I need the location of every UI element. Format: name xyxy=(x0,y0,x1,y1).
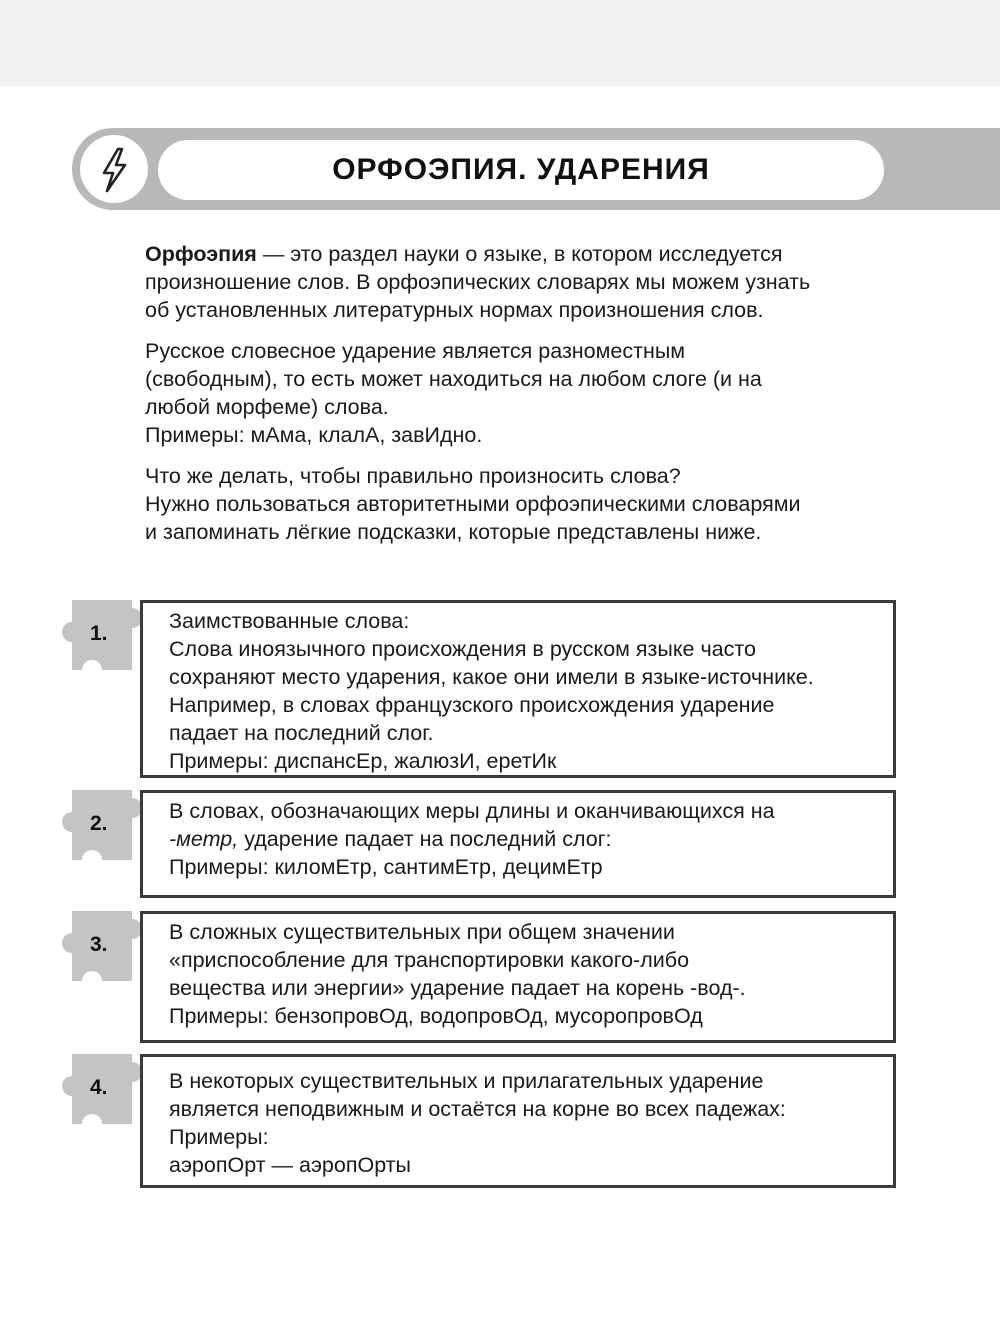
intro-paragraph-3 xyxy=(145,462,925,546)
intro-p2-line2: (свободным), то есть может находиться на любом слоге (и на xyxy=(145,367,762,391)
intro-p2-line1: Русское словесное ударение является разноместным xyxy=(145,339,686,363)
intro-p2-line3: любой морфеме) слова. xyxy=(145,395,389,419)
rule-line: аэропОрт — аэропОрты xyxy=(169,1153,411,1177)
rule-number: 4. xyxy=(90,1076,108,1099)
rule-box xyxy=(140,790,896,898)
rule-line: Примеры: киломЕтр, сантимЕтр, децимЕтр xyxy=(169,855,603,879)
rule-line: Примеры: xyxy=(169,1125,269,1149)
rule-line: Слова иноязычного происхождения в русском языке часто xyxy=(169,637,756,661)
intro-p3-line2: Нужно пользоваться авторитетными орфоэпическими словарями xyxy=(145,492,801,516)
rule-box xyxy=(140,1054,896,1188)
rule-line: вещества или энергии» ударение падает на корень -вод-. xyxy=(169,976,746,1000)
rule-box xyxy=(140,600,896,778)
rule-line: В некоторых существительных и прилагательных ударение xyxy=(169,1069,764,1093)
rule-line: В сложных существительных при общем значении xyxy=(169,920,675,944)
rule-card-1 xyxy=(60,600,900,778)
title-pill xyxy=(158,140,884,200)
rule-card-4 xyxy=(60,1054,900,1188)
intro-p1-line3: об установленных литературных нормах произношения слов. xyxy=(145,298,764,322)
intro-p1-line2: произношение слов. В орфоэпических словарях мы можем узнать xyxy=(145,270,811,294)
rule-line: Примеры: бензопровОд, водопровОд, мусоропровОд xyxy=(169,1004,703,1028)
intro-text xyxy=(145,240,925,559)
intro-paragraph-2 xyxy=(145,337,925,449)
rule-line: является неподвижным и остаётся на корне во всех падежах: xyxy=(169,1097,786,1121)
lightning-icon xyxy=(80,135,148,203)
rule-line: сохраняют место ударения, какое они имели в языке-источнике. xyxy=(169,665,814,689)
rule-number: 1. xyxy=(90,622,108,645)
rule-number: 3. xyxy=(90,933,108,956)
intro-p1-line1: — это раздел науки о языке, в котором исследуется xyxy=(256,242,783,266)
rule-card-3 xyxy=(60,911,900,1043)
intro-p2-line4: Примеры: мАма, клалА, завИдно. xyxy=(145,423,483,447)
page-title: ОРФОЭПИЯ. УДАРЕНИЯ xyxy=(332,153,710,186)
rule-line: В словах, обозначающих меры длины и оканчивающихся на xyxy=(169,799,775,823)
intro-p3-line3: и запоминать лёгкие подсказки, которые представлены ниже. xyxy=(145,520,762,544)
rule-number: 2. xyxy=(90,812,108,835)
rule-line: «приспособление для транспортировки какого-либо xyxy=(169,948,690,972)
suffix-metr: -метр, xyxy=(169,827,239,851)
term-orthoepy: Орфоэпия xyxy=(145,242,257,266)
rule-line: Например, в словах французского происхождения ударение xyxy=(169,693,775,717)
rule-line: Примеры: диспансЕр, жалюзИ, еретИк xyxy=(169,749,557,773)
intro-p3-line1: Что же делать, чтобы правильно произносить слова? xyxy=(145,464,681,488)
icon-circle xyxy=(80,135,148,203)
rule-line: падает на последний слог. xyxy=(169,721,434,745)
intro-paragraph-1 xyxy=(145,240,925,324)
rule-line-rest: ударение падает на последний слог: xyxy=(238,827,612,851)
rule-box xyxy=(140,911,896,1043)
rule-line xyxy=(169,825,883,853)
rule-card-2 xyxy=(60,790,900,898)
top-gray-bar xyxy=(0,0,1000,86)
rule-line: Заимствованные слова: xyxy=(169,609,410,633)
